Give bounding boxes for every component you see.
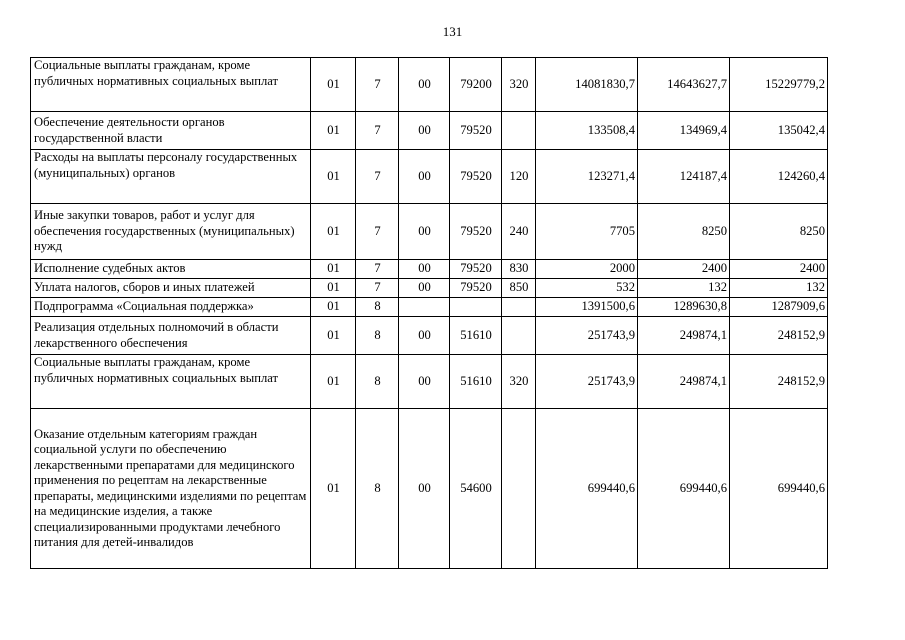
budget-table	[30, 57, 828, 569]
code-cell: 51610	[450, 355, 502, 409]
row-name: Исполнение судебных актов	[31, 260, 311, 279]
row-name: Социальные выплаты гражданам, кроме публичных нормативных социальных выплат	[31, 58, 311, 112]
amount-cell: 1287909,6	[730, 298, 828, 317]
code-cell: 00	[399, 409, 450, 569]
code-cell: 79520	[450, 279, 502, 298]
code-cell: 00	[399, 112, 450, 150]
code-cell: 79520	[450, 112, 502, 150]
amount-cell: 699440,6	[730, 409, 828, 569]
amount-cell: 14081830,7	[536, 58, 638, 112]
code-cell: 01	[311, 150, 356, 204]
code-cell: 01	[311, 58, 356, 112]
code-cell: 54600	[450, 409, 502, 569]
code-cell: 8	[356, 355, 399, 409]
code-cell: 00	[399, 150, 450, 204]
table-row	[31, 355, 828, 409]
row-name: Реализация отдельных полномочий в области лекарственного обеспечения	[31, 317, 311, 355]
code-cell: 7	[356, 58, 399, 112]
code-cell: 79520	[450, 150, 502, 204]
table-row	[31, 112, 828, 150]
table-row	[31, 298, 828, 317]
amount-cell: 2000	[536, 260, 638, 279]
code-cell	[502, 112, 536, 150]
amount-cell: 14643627,7	[638, 58, 730, 112]
amount-cell: 251743,9	[536, 355, 638, 409]
row-name: Социальные выплаты гражданам, кроме публичных нормативных социальных выплат	[31, 355, 311, 409]
table-row	[31, 260, 828, 279]
code-cell: 8	[356, 298, 399, 317]
table-row	[31, 150, 828, 204]
code-cell: 320	[502, 58, 536, 112]
code-cell: 8	[356, 317, 399, 355]
amount-cell: 248152,9	[730, 355, 828, 409]
amount-cell: 132	[638, 279, 730, 298]
amount-cell: 699440,6	[638, 409, 730, 569]
table-row	[31, 204, 828, 260]
code-cell: 00	[399, 355, 450, 409]
code-cell	[399, 298, 450, 317]
code-cell: 01	[311, 355, 356, 409]
code-cell: 120	[502, 150, 536, 204]
code-cell: 00	[399, 260, 450, 279]
code-cell: 01	[311, 112, 356, 150]
row-name: Уплата налогов, сборов и иных платежей	[31, 279, 311, 298]
row-name: Подпрограмма «Социальная поддержка»	[31, 298, 311, 317]
code-cell: 00	[399, 204, 450, 260]
code-cell: 79200	[450, 58, 502, 112]
amount-cell: 1391500,6	[536, 298, 638, 317]
amount-cell: 2400	[730, 260, 828, 279]
amount-cell: 699440,6	[536, 409, 638, 569]
amount-cell: 15229779,2	[730, 58, 828, 112]
amount-cell: 133508,4	[536, 112, 638, 150]
code-cell: 850	[502, 279, 536, 298]
amount-cell: 135042,4	[730, 112, 828, 150]
code-cell: 00	[399, 279, 450, 298]
code-cell: 00	[399, 317, 450, 355]
code-cell: 240	[502, 204, 536, 260]
amount-cell: 124187,4	[638, 150, 730, 204]
amount-cell: 1289630,8	[638, 298, 730, 317]
code-cell: 7	[356, 204, 399, 260]
amount-cell: 532	[536, 279, 638, 298]
amount-cell: 8250	[730, 204, 828, 260]
page-number: 131	[442, 24, 463, 39]
code-cell: 00	[399, 58, 450, 112]
code-cell: 7	[356, 260, 399, 279]
code-cell	[502, 409, 536, 569]
code-cell: 01	[311, 204, 356, 260]
code-cell: 01	[311, 317, 356, 355]
amount-cell: 134969,4	[638, 112, 730, 150]
row-name: Иные закупки товаров, работ и услуг для обеспечения государственных (муниципальных) нужд	[31, 204, 311, 260]
code-cell	[502, 298, 536, 317]
table-row	[31, 317, 828, 355]
code-cell: 01	[311, 298, 356, 317]
amount-cell: 249874,1	[638, 317, 730, 355]
table-row	[31, 409, 828, 569]
code-cell	[502, 317, 536, 355]
code-cell: 51610	[450, 317, 502, 355]
code-cell: 7	[356, 112, 399, 150]
amount-cell: 7705	[536, 204, 638, 260]
table-row	[31, 279, 828, 298]
amount-cell: 2400	[638, 260, 730, 279]
row-name: Обеспечение деятельности органов государственной власти	[31, 112, 311, 150]
code-cell: 7	[356, 150, 399, 204]
code-cell: 320	[502, 355, 536, 409]
code-cell: 79520	[450, 260, 502, 279]
amount-cell: 251743,9	[536, 317, 638, 355]
code-cell: 01	[311, 260, 356, 279]
amount-cell: 249874,1	[638, 355, 730, 409]
amount-cell: 248152,9	[730, 317, 828, 355]
amount-cell: 8250	[638, 204, 730, 260]
table-row	[31, 58, 828, 112]
row-name: Оказание отдельным категориям граждан социальной услуги по обеспечению лекарственными препаратами для медицинского применения по рецептам на лекарственные препараты, медицинскими изделиями по рецептам на медицинские изделия, а также специализированными продуктами лечебного питания для детей-инвалидов	[31, 409, 311, 569]
code-cell: 79520	[450, 204, 502, 260]
code-cell: 8	[356, 409, 399, 569]
code-cell: 01	[311, 279, 356, 298]
code-cell: 01	[311, 409, 356, 569]
code-cell	[450, 298, 502, 317]
amount-cell: 123271,4	[536, 150, 638, 204]
amount-cell: 124260,4	[730, 150, 828, 204]
code-cell: 7	[356, 279, 399, 298]
code-cell: 830	[502, 260, 536, 279]
amount-cell: 132	[730, 279, 828, 298]
row-name: Расходы на выплаты персоналу государственных (муниципальных) органов	[31, 150, 311, 204]
